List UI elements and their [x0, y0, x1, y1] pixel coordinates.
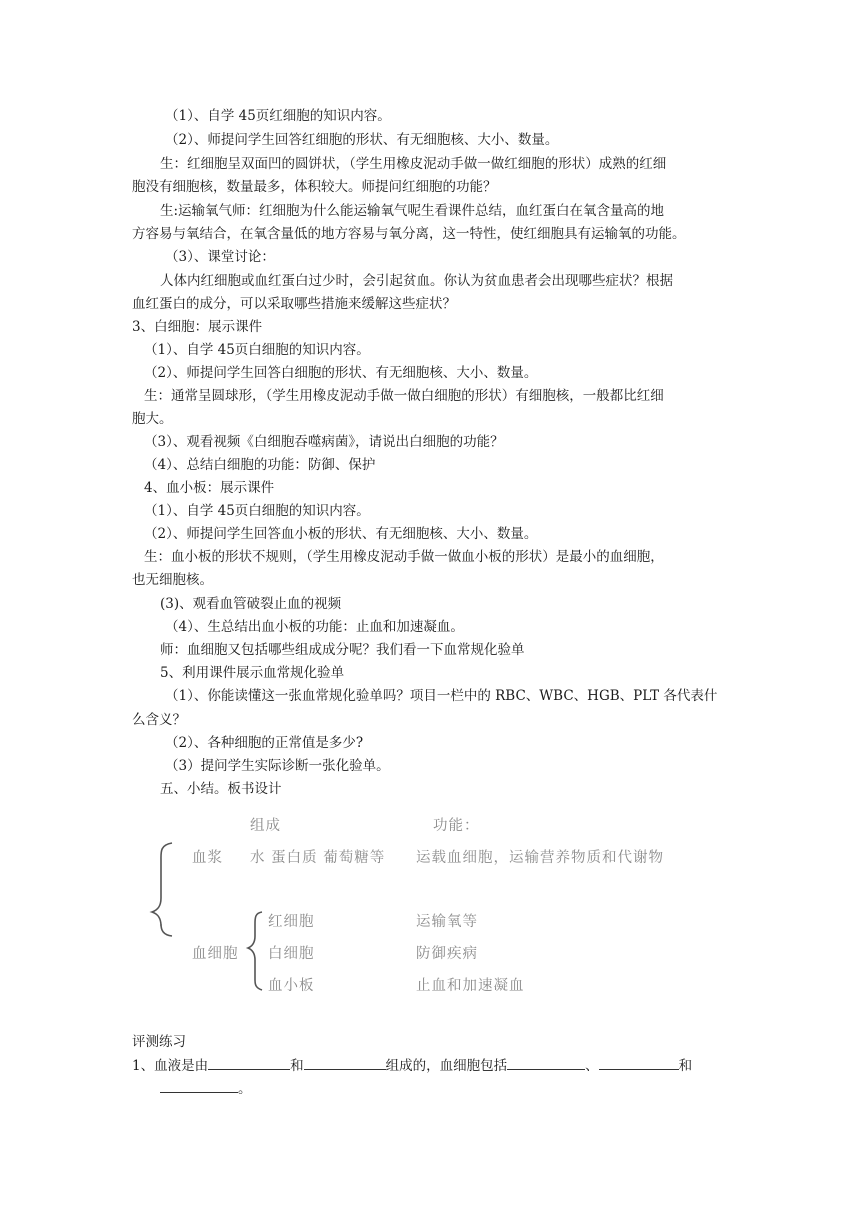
answer-blank[interactable]	[160, 1078, 238, 1093]
text-line	[0, 547, 860, 567]
board-cell-name: 白细胞	[268, 946, 315, 962]
text-line-content: 血红蛋白的成分，可以采取哪些措施来缓解这些症状？	[132, 296, 456, 312]
text-line-content: 胞没有细胞核，数量最多，体积较大。师提问红细胞的功能？	[132, 179, 497, 195]
text-line	[0, 779, 860, 799]
board-plasma-components: 水 蛋白质 葡萄糖等	[250, 850, 386, 866]
text-line-content: 方容易与氧结合，在氧含量低的地方容易与氧分离，这一特性，使红细胞具有运输氧的功能。	[132, 226, 686, 242]
text-line-content: 4、血小板：展示课件	[144, 480, 275, 496]
text-line	[0, 710, 860, 730]
board-cell-name: 血小板	[268, 978, 315, 994]
board-cell-function: 防御疾病	[416, 946, 478, 962]
text-line	[0, 501, 860, 521]
board-plasma-label: 血浆	[192, 850, 223, 866]
text-line	[0, 154, 860, 174]
text-line-content: 师：血细胞又包括哪些组成成分呢？我们看一下血常规化验单	[160, 642, 525, 658]
text-line	[0, 224, 860, 244]
text-line-content: （1）、你能读懂这一张血常规化验单吗？项目一栏中的 RBC、WBC、HGB、PLT 各代表什	[165, 688, 718, 704]
text-line	[0, 130, 860, 150]
text-line	[0, 756, 860, 776]
text-line-content: 人体内红细胞或血红蛋白过少时，会引起贫血。你认为贫血患者会出现哪些症状？根据	[160, 273, 673, 289]
q1-text: 和	[678, 1058, 693, 1074]
q1-text: 、	[585, 1058, 599, 1074]
exercise-title	[0, 1032, 860, 1052]
answer-blank[interactable]	[208, 1055, 290, 1070]
text-line-content: （3）、课堂讨论：	[165, 249, 275, 265]
text-line-content: 生：红细胞呈双面凹的圆饼状，（学生用橡皮泥动手做一做红细胞的形状）成熟的红细	[160, 156, 667, 172]
text-line	[0, 106, 860, 126]
text-line-content: 生:运输氧气师：红细胞为什么能运输氧气呢生看课件总结，血红蛋白在氧含量高的地	[160, 203, 665, 219]
large-brace	[152, 843, 172, 936]
text-line	[0, 663, 860, 683]
text-line-content: 也无细胞核。	[132, 572, 213, 588]
text-line-content: （2）、师提问学生回答白细胞的形状、有无细胞核、大小、数量。	[144, 365, 538, 381]
text-line	[0, 201, 860, 221]
text-line-content: （1）、自学 45页白细胞的知识内容。	[144, 503, 370, 519]
text-line-content: 五、小结。板书设计	[160, 781, 282, 797]
q1-text: 组成的，血细胞包括	[385, 1058, 508, 1074]
text-line-content: （2）、师提问学生回答血小板的形状、有无细胞核、大小、数量。	[144, 526, 538, 542]
text-line-content: (3)、观看血管破裂止血的视频	[160, 596, 342, 612]
board-cells-label: 血细胞	[192, 946, 239, 962]
text-line-content: （1）、自学 45页白细胞的知识内容。	[144, 342, 370, 358]
text-line	[0, 340, 860, 360]
text-line	[0, 455, 860, 475]
text-line	[0, 524, 860, 544]
text-line	[0, 570, 860, 590]
text-line	[0, 478, 860, 498]
text-line	[0, 617, 860, 637]
text-line-content: （1）、自学 45页红细胞的知识内容。	[165, 108, 391, 124]
exercise-question-1-cont	[0, 1078, 860, 1099]
small-brace	[248, 912, 262, 990]
exercise-title-text: 评测练习	[132, 1034, 186, 1050]
text-line-content: （2）、师提问学生回答红细胞的形状、有无细胞核、大小、数量。	[165, 132, 559, 148]
text-line	[0, 177, 860, 197]
text-line-content: 5、利用课件展示血常规化验单	[160, 665, 345, 681]
board-head-composition: 组成	[250, 818, 281, 834]
board-cell-name: 红细胞	[268, 914, 315, 930]
text-line	[0, 409, 860, 429]
q1-end: 。	[238, 1081, 252, 1097]
board-head-function: 功能：	[433, 818, 480, 834]
board-cell-function: 止血和加速凝血	[416, 978, 525, 994]
text-line	[0, 294, 860, 314]
q1-text: 1、血液是由	[132, 1058, 209, 1074]
text-line-content: （3）、观看视频《白细胞吞噬病菌》，请说出白细胞的功能？	[144, 434, 504, 450]
exercise-question-1	[0, 1055, 860, 1076]
text-line-content: 生：通常呈圆球形，（学生用橡皮泥动手做一做白细胞的形状）有细胞核，一般都比红细	[144, 388, 664, 404]
text-line	[0, 640, 860, 660]
q1-text: 和	[290, 1058, 304, 1074]
text-line	[0, 271, 860, 291]
text-line-content: （4）、生总结出血小板的功能：止血和加速凝血。	[165, 619, 464, 635]
answer-blank[interactable]	[304, 1055, 386, 1070]
text-line-content: 生：血小板的形状不规则，（学生用橡皮泥动手做一做血小板的形状）是最小的血细胞，	[144, 549, 664, 565]
text-line	[0, 432, 860, 452]
text-line-content: （2）、各种细胞的正常值是多少?	[165, 735, 364, 751]
text-line-content: 胞大。	[132, 411, 173, 427]
board-cell-function: 运输氧等	[416, 914, 478, 930]
text-line-content: （3）提问学生实际诊断一张化验单。	[165, 758, 390, 774]
text-line-content: 么含义？	[132, 712, 186, 728]
board-plasma-function: 运载血细胞，运输营养物质和代谢物	[416, 850, 664, 866]
text-line-content: 3、白细胞：展示课件	[132, 319, 263, 335]
text-line	[0, 594, 860, 614]
text-line	[0, 686, 860, 706]
text-line	[0, 317, 860, 337]
text-line	[0, 247, 860, 267]
answer-blank[interactable]	[507, 1055, 585, 1070]
text-line	[0, 386, 860, 406]
text-line	[0, 363, 860, 383]
answer-blank[interactable]	[599, 1055, 679, 1070]
text-line-content: （4）、总结白细胞的功能：防御、保护	[144, 457, 376, 473]
text-line	[0, 733, 860, 753]
